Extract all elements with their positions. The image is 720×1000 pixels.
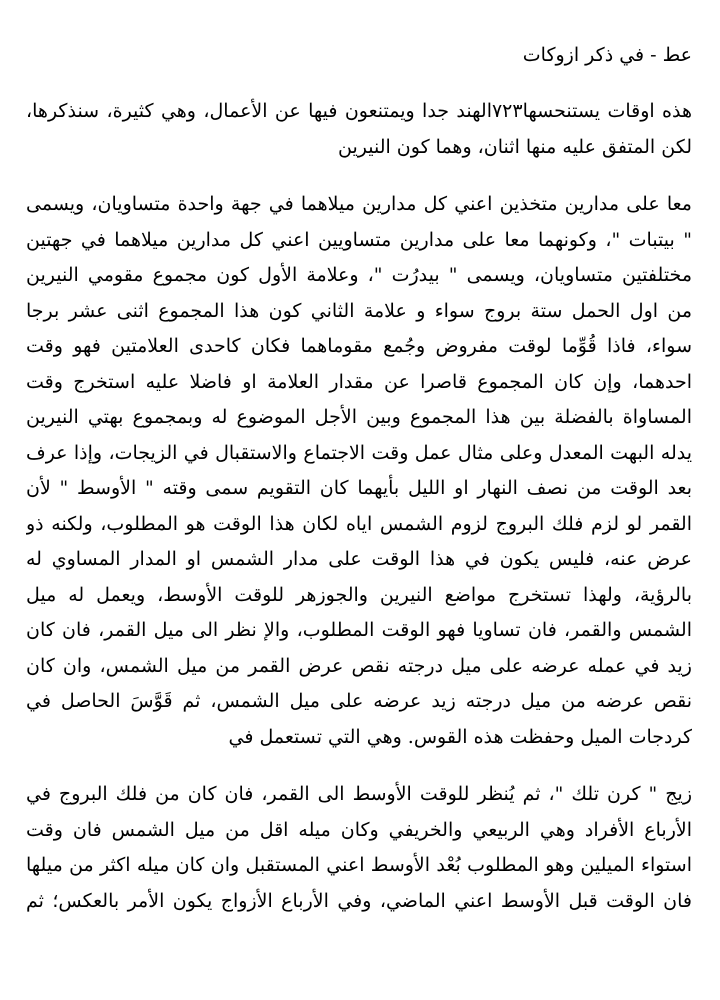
text-line: هذه اوقات يستنحسها٧٢٣الهند جدا ويمتنعون فيها عن الأعمال، وهي كثيرة، سنذكرها،: [26, 100, 692, 122]
text-line: نقص عرضه من ميل درجته زيد عرضه على ميل الشمس، ثم قَوَّسَ الحاصل في: [26, 690, 692, 712]
text-line: عرض عنه، فليس يكون في هذا الوقت على مدار الشمس او المدار المساوي له: [26, 548, 692, 570]
text-line: الأرباع الأفراد وهي الربيعي والخريفي وكان ميله اقل من ميل الشمس فان وقت: [26, 818, 692, 841]
text-line: استواء الميلين وهو المطلوب بُعْد الأوسط اعني المستقبل وان كان ميله اكثر من ميلها: [26, 854, 692, 876]
text-line: " بيتبات "، وكونهما معا على مدارين متساويين اعني كل مدارين ميلاهما في جهتين: [26, 228, 692, 251]
text-line: كردجات الميل وحفظت هذه القوس. وهي التي تستعمل في: [228, 725, 692, 748]
paragraph-2: [26, 187, 692, 755]
text-line: سواء، فاذا قُوِّما لوقت مفروض وجُمع مقوماهما فكان كاحدى العلامتين فهو وقت: [26, 335, 692, 357]
section-heading: عط - في ذكر ازوكات: [522, 44, 692, 66]
text-line: القمر لو لزم فلك البروج لزوم الشمس اياه لكان هذا الوقت هو المطلوب، ولكنه ذو: [26, 512, 692, 535]
paragraph-3: [26, 777, 692, 919]
text-line: زيد في عمله عرضه على ميل درجته نقص عرض القمر من ميل الشمس، وان كان: [26, 654, 692, 677]
text-line: المساواة بالفضلة بين هذا المجموع وبين الأجل الموضوع له وبمجموع بهتي النيرين: [26, 406, 692, 428]
text-line: من اول الحمل ستة بروج سواء و علامة الثاني كون هذا المجموع اثنى عشر برجا: [26, 299, 692, 322]
paragraph-1: [26, 94, 692, 165]
text-line: زيج " كرن تلك "، ثم يُنظر للوقت الأوسط الى القمر، فان كان من فلك البروج في: [26, 783, 692, 805]
text-line: بعد الوقت من نصف النهار او الليل بأيهما كان التقويم سمى وقته " الأوسط " لأن: [26, 477, 692, 499]
text-line: الشمس والقمر، فان تساويا فهو الوقت المطلوب، والإ نظر الى ميل القمر، فان كان: [26, 619, 692, 641]
text-line: يدله البهت المعدل وعلى مثال عمل وقت الاجتماع والاستقبال في الزيجات، وإذا عرف: [26, 441, 692, 464]
text-line: بالرؤية، ولهذا تستخرج مواضع النيرين والجوزهر للوقت الأوسط، ويعمل له ميل: [26, 583, 692, 606]
text-line: لكن المتفق عليه منها اثنان، وهما كون النيرين: [338, 135, 692, 158]
text-line: معا على مدارين متخذين اعني كل مدارين ميلاهما في جهة واحدة متساويان، ويسمى: [26, 193, 692, 215]
text-line: احدهما، وإن كان المجموع قاصرا عن مقدار العلامة او فاضلا عليه استخرج وقت: [26, 370, 692, 393]
text-line: فان الوقت قبل الأوسط اعني الماضي، وفي الأرباع الأزواج يكون الأمر بالعكس؛ ثم: [26, 889, 692, 912]
text-line: مختلفتين متساويان، ويسمى " بيدرُت "، وعلامة الأول كون مجموع مقومي النيرين: [26, 264, 692, 286]
